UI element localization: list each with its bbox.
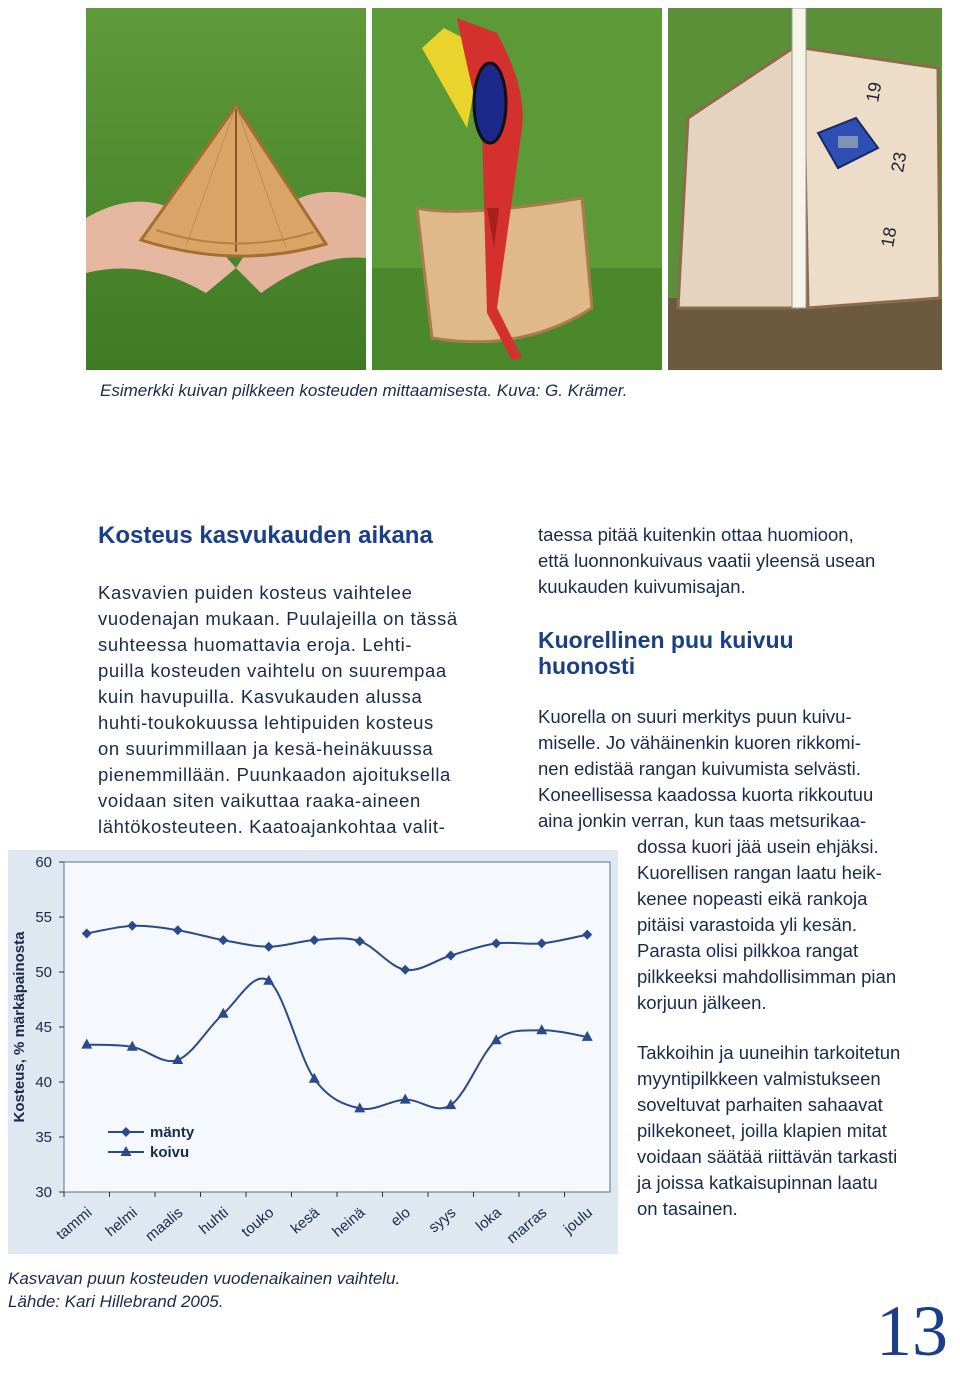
x-tick-label: joulu: [560, 1204, 596, 1238]
text-line: suhteessa huomattavia eroja. Lehti-: [98, 634, 413, 655]
text-line: pilkekoneet, joilla klapien mitat: [637, 1120, 887, 1141]
text-line: pitäisi varastoida yli kesän.: [637, 914, 858, 935]
text-line: korjuun jälkeen.: [637, 992, 767, 1013]
text-line: taessa pitää kuitenkin ottaa huomioon,: [538, 524, 854, 545]
y-tick-label: 35: [35, 1129, 52, 1146]
x-tick-label: maalis: [142, 1204, 187, 1245]
text-line: pilkkeeksi mahdollisimman pian: [637, 966, 897, 987]
page-number: 13: [876, 1291, 948, 1371]
text-line: kuukauden kuivumisajan.: [538, 576, 746, 597]
x-tick-label: tammi: [53, 1204, 96, 1244]
text-line: nen edistää rangan kuivumista selvästi.: [538, 758, 861, 779]
x-tick-label: syys: [425, 1204, 460, 1237]
text-line: Kuorella on suuri merkitys puun kuivu-: [538, 706, 852, 727]
svg-text:19: 19: [862, 80, 886, 104]
text-line: vuodenajan mukaan. Puulajeilla on tässä: [98, 608, 458, 629]
text-line: miselle. Jo vähäinenkin kuoren rikkomi-: [538, 732, 861, 753]
text-line: pienemmillään. Puunkaadon ajoituksella: [98, 764, 451, 785]
text-line: lähtökosteuteen. Kaatoajankohtaa valit-: [98, 816, 446, 837]
text-line: että luonnonkuivaus vaatii yleensä usean: [538, 550, 876, 571]
heading-line: huonosti: [538, 653, 636, 679]
section2-wide-paragraph: [538, 704, 938, 834]
text-line: kuin havupuilla. Kasvukauden alussa: [98, 686, 423, 707]
chart-caption-source: Lähde: Kari Hillebrand 2005.: [8, 1292, 224, 1311]
y-tick-label: 55: [35, 909, 52, 926]
y-tick-label: 45: [35, 1019, 52, 1036]
chart-caption-line: Kasvavan puun kosteuden vuodenaikainen vaihtelu.: [8, 1269, 401, 1288]
legend-label-mänty: mänty: [150, 1124, 195, 1141]
moisture-chart: [8, 850, 618, 1254]
svg-text:18: 18: [877, 225, 901, 249]
y-axis-label: Kosteus, % märkäpainosta: [11, 931, 28, 1123]
y-tick-label: 40: [35, 1074, 52, 1091]
y-tick-label: 50: [35, 964, 52, 981]
moisture-meter-on-split-wood-photo: [668, 8, 942, 370]
text-line: Takkoihin ja uuneihin tarkoitetun: [637, 1042, 901, 1063]
text-line: dossa kuori jää usein ehjäksi.: [637, 836, 879, 857]
text-line: ja joissa katkaisupinnan laatu: [637, 1172, 878, 1193]
text-line: on suurimmillaan ja kesä-heinäkuussa: [98, 738, 434, 759]
text-line: voidaan siten vaikuttaa raaka-aineen: [98, 790, 421, 811]
x-tick-label: marras: [503, 1204, 551, 1248]
x-tick-label: loka: [472, 1204, 505, 1235]
x-tick-label: kesä: [287, 1204, 323, 1238]
section-heading-kosteus: Kosteus kasvukauden aikana: [98, 522, 433, 549]
section2-machines-paragraph: [637, 1040, 937, 1222]
svg-text:23: 23: [887, 150, 911, 174]
text-line: voidaan säätää riittävän tarkasti: [637, 1146, 898, 1167]
y-tick-label: 60: [35, 854, 52, 871]
text-line: huhti-toukokuussa lehtipuiden kosteus: [98, 712, 434, 733]
photo-caption: Esimerkki kuivan pilkkeen kosteuden mittaamisesta. Kuva: G. Krämer.: [100, 381, 628, 400]
text-line: Koneellisessa kaadossa kuorta rikkoutuu: [538, 784, 874, 805]
x-tick-label: elo: [387, 1204, 414, 1230]
x-tick-label: huhti: [195, 1204, 232, 1238]
text-line: soveltuvat parhaiten sahaavat: [637, 1094, 883, 1115]
plot-area: [64, 862, 610, 1192]
chart-caption: [8, 1267, 400, 1313]
x-tick-label: touko: [238, 1204, 278, 1241]
text-line: myyntipilkkeen valmistukseen: [637, 1068, 881, 1089]
section2-narrow-paragraph: [637, 834, 937, 1016]
text-line: puilla kosteuden vaihtelu on suurempaa: [98, 660, 447, 681]
text-line: Kuorellisen rangan laatu heik-: [637, 862, 882, 883]
text-line: Kasvavien puiden kosteus vaihtelee: [98, 582, 413, 603]
text-line: kenee nopeasti eikä rankoja: [637, 888, 868, 909]
y-tick-label: 30: [35, 1184, 52, 1201]
heading-line: Kuorellinen puu kuivuu: [538, 627, 794, 653]
text-line: on tasainen.: [637, 1198, 738, 1219]
wood-piece-in-hands-photo: [86, 8, 366, 370]
moisture-chart-svg: [8, 850, 618, 1254]
x-tick-label: helmi: [102, 1204, 141, 1241]
section-heading-kuorellinen: [538, 627, 794, 679]
section1-right-column: [538, 522, 938, 600]
legend-label-koivu: koivu: [150, 1144, 190, 1161]
x-tick-label: heinä: [329, 1204, 369, 1241]
text-line: Parasta olisi pilkkoa rangat: [637, 940, 859, 961]
axe-splitting-log-photo: [372, 8, 662, 370]
section1-left-column: [98, 580, 493, 840]
text-line: aina jonkin verran, kun taas metsurikaa-: [538, 810, 867, 831]
